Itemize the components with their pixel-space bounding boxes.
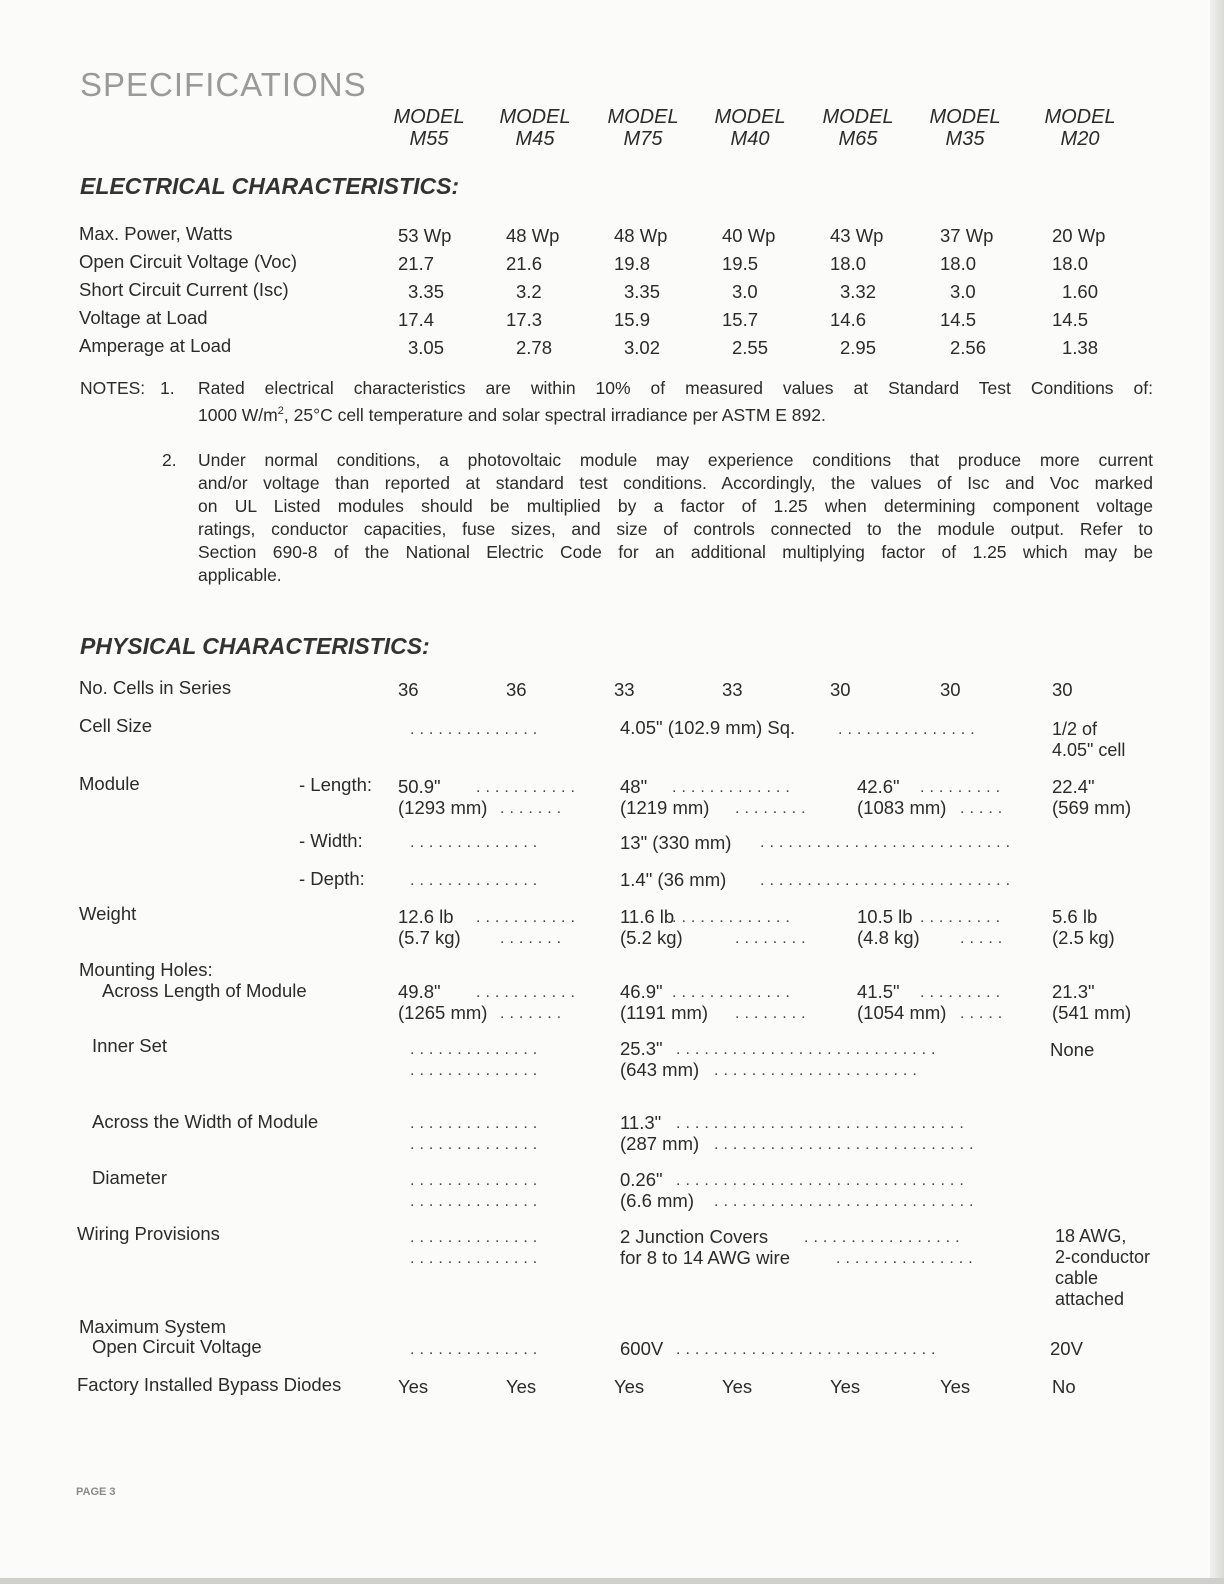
wiring-junction-covers: 2 Junction Covers [620,1226,769,1247]
electrical-value-cell: 37 Wp [940,225,994,246]
leader-dots: .............. [410,1041,543,1058]
leader-dots: ..... [960,800,1008,817]
cells-in-series-label: No. Cells in Series [79,677,232,698]
leader-dots: ......... [920,984,1006,1001]
weight-line1: 10.5 lb [857,906,913,927]
bypass-diodes-label: Factory Installed Bypass Diodes [77,1374,342,1395]
leader-dots: .............. [410,721,543,738]
depth-value: 1.4" (36 mm) [620,869,727,890]
mounting-holes-label: Mounting Holes: [79,959,213,980]
note-1-unit: 1000 W/m [198,404,278,425]
across-length-label: Across Length of Module [102,980,307,1001]
bypass-diodes-value: Yes [398,1376,429,1397]
leader-dots: ................. [804,1229,965,1246]
wiring-m20-line: cable [1055,1268,1099,1288]
leader-dots: ..... [960,1005,1008,1022]
model-word: MODEL [822,106,894,128]
leader-dots: .............. [410,1136,543,1153]
leader-dots: .............. [410,1341,543,1358]
cell-size-label: Cell Size [79,715,152,736]
model-header-m75 [598,106,688,150]
mounting-length-line1: 49.8" [398,981,441,1002]
electrical-value-cell: 18.0 [830,253,867,274]
leader-dots: .............. [410,1229,543,1246]
weight-line1: 5.6 lb [1052,906,1098,927]
note-2-number: 2. [162,450,177,470]
electrical-value-cell: 21.6 [506,253,543,274]
leader-dots: ............................ [676,1341,941,1358]
cells-value-cell: 30 [940,679,961,700]
leader-dots: ............................ [714,1193,979,1210]
electrical-value-cell: 2.55 [732,337,769,358]
cell-size-m20 [1052,719,1125,761]
bypass-diodes-value: No [1052,1376,1076,1397]
electrical-value-cell: 20 Wp [1052,225,1106,246]
wiring-m20-line: attached [1055,1289,1125,1309]
module-length-line2: (1293 mm) [398,797,488,818]
cells-value-cell: 30 [1052,679,1073,700]
electrical-value-cell: 14.6 [830,309,867,330]
electrical-value-cell: 3.02 [624,337,661,358]
max-system-value: 600V [620,1338,664,1359]
leader-dots: ...................... [714,1062,922,1079]
leader-dots: ............. [672,909,795,926]
weight-line1: 11.6 lb [620,906,675,927]
electrical-value-cell: 3.35 [624,281,661,302]
electrical-value-cell: 17.4 [398,309,435,330]
electrical-row-label: Amperage at Load [79,335,232,356]
weight-line2: (4.8 kg) [857,927,920,948]
inner-set-mm: (643 mm) [620,1059,700,1080]
bypass-diodes-value: Yes [506,1376,537,1397]
mounting-length-line2: (1265 mm) [398,1002,488,1023]
leader-dots: ............. [672,984,795,1001]
model-code: M45 [515,128,555,150]
module-length-line2: (1219 mm) [620,797,710,818]
electrical-value-cell: 3.0 [732,281,758,302]
bypass-diodes-value: Yes [940,1376,971,1397]
electrical-value-cell: 43 Wp [830,225,884,246]
module-length-line2: (1083 mm) [857,797,947,818]
cell-size-m20-line1: 1/2 of [1052,719,1098,739]
note-1-number: 1. [160,378,175,398]
page-number: PAGE 3 [76,1486,116,1498]
leader-dots: ..... [960,930,1008,947]
weight-line1: 12.6 lb [398,906,454,927]
diameter-label: Diameter [92,1167,168,1188]
leader-dots: ........... [476,909,580,926]
note-2-line: on UL Listed modules should be multiplied by a factor of 1.25 when determining component voltage [198,496,1153,516]
electrical-value-cell: 3.05 [408,337,445,358]
page-title: SPECIFICATIONS [80,66,367,103]
note-2-line: ratings, conductor capacities, fuse sizes, and size of controls connected to the module output. Refer to [198,519,1153,539]
model-header-m35 [920,106,1010,150]
electrical-value-cell: 48 Wp [506,225,560,246]
across-width-mm: (287 mm) [620,1133,700,1154]
electrical-heading: ELECTRICAL CHARACTERISTICS: [80,173,460,199]
model-header-m65 [813,106,903,150]
electrical-value-cell: 18.0 [1052,253,1089,274]
mounting-length-line1: 21.3" [1052,981,1095,1002]
electrical-value-cell: 1.38 [1062,337,1099,358]
model-header-m40 [705,106,795,150]
electrical-value-cell: 18.0 [940,253,977,274]
leader-dots: .............. [410,872,543,889]
mounting-length-line2: (541 mm) [1052,1002,1132,1023]
leader-dots: ......... [920,909,1006,926]
across-width-label: Across the Width of Module [92,1111,319,1132]
electrical-value-cell: 48 Wp [614,225,668,246]
model-word: MODEL [607,106,679,128]
model-code: M35 [945,128,985,150]
leader-dots: .............. [410,1250,543,1267]
cells-value-cell: 33 [722,679,743,700]
across-width-inches: 11.3" [620,1112,662,1133]
length-label: - Length: [299,774,373,795]
leader-dots: ............................... [676,1172,969,1189]
electrical-value-cell: 1.60 [1062,281,1099,302]
leader-dots: ......... [920,779,1006,796]
leader-dots: ............... [838,721,980,738]
leader-dots: .............. [410,1193,543,1210]
weight-line2: (5.7 kg) [398,927,461,948]
cells-value-cell: 36 [506,679,527,700]
model-code: M75 [623,128,663,150]
module-length-line1: 42.6" [857,776,900,797]
wiring-m20 [1055,1226,1150,1310]
open-circuit-voltage-label: Open Circuit Voltage [92,1336,262,1357]
electrical-value-cell: 14.5 [940,309,977,330]
mounting-length-line1: 41.5" [857,981,900,1002]
cells-value-cell: 36 [398,679,419,700]
leader-dots: .............. [410,1062,543,1079]
electrical-value-cell: 3.32 [840,281,877,302]
wiring-awg: for 8 to 14 AWG wire [620,1247,790,1268]
module-length-line1: 50.9" [398,776,441,797]
bypass-diodes-value: Yes [722,1376,753,1397]
electrical-value-cell: 15.9 [614,309,651,330]
note-2-line: Section 690-8 of the National Electric Code for an additional multiplying factor of 1.25 which may be [198,542,1153,562]
physical-heading: PHYSICAL CHARACTERISTICS: [80,633,430,659]
diameter-mm: (6.6 mm) [620,1190,694,1211]
leader-dots: ........ [735,800,811,817]
electrical-row-label: Open Circuit Voltage (Voc) [79,251,297,272]
leader-dots: ........... [476,779,580,796]
model-word: MODEL [1044,106,1116,128]
diameter-inches: 0.26" [620,1169,663,1190]
bypass-diodes-value: Yes [830,1376,861,1397]
leader-dots: ........................... [760,834,1016,851]
electrical-value-cell: 19.8 [614,253,651,274]
module-length-line1: 48" [620,776,648,797]
model-code: M55 [409,128,449,150]
wiring-label: Wiring Provisions [77,1223,220,1244]
model-word: MODEL [499,106,571,128]
weight-line2: (5.2 kg) [620,927,683,948]
weight-line2: (2.5 kg) [1052,927,1115,948]
leader-dots: ............................ [714,1136,979,1153]
leader-dots: ....... [500,930,567,947]
electrical-value-cell: 2.78 [516,337,553,358]
page-edge-shadow [1210,0,1224,1584]
cells-value-cell: 30 [830,679,851,700]
leader-dots: ........................... [760,872,1016,889]
width-label: - Width: [299,830,363,851]
module-label: Module [79,773,140,794]
max-system-m20: 20V [1050,1338,1083,1359]
leader-dots: ........ [735,1005,811,1022]
note-1-line-1: Rated electrical characteristics are within 10% of measured values at Standard Test Conditions of: [198,378,1153,398]
wiring-m20-line: 18 AWG, [1055,1226,1127,1246]
model-word: MODEL [393,106,465,128]
note-2-line: Under normal conditions, a photovoltaic module may experience conditions that produce more current [198,450,1153,470]
cell-size-m20-line2: 4.05" cell [1052,740,1126,760]
leader-dots: ............................... [676,1115,969,1132]
width-value: 13" (330 mm) [620,832,732,853]
model-code: M20 [1060,128,1100,150]
electrical-row-label: Voltage at Load [79,307,208,328]
leader-dots: .............. [410,1115,543,1132]
electrical-row-label: Short Circuit Current (Isc) [79,279,289,300]
leader-dots: ............. [672,779,795,796]
bypass-diodes-value: Yes [614,1376,645,1397]
model-code: M65 [838,128,878,150]
model-header-m45 [490,106,580,150]
inner-set-inches: 25.3" [620,1038,663,1059]
model-word: MODEL [714,106,786,128]
leader-dots: .............. [410,834,543,851]
leader-dots: ....... [500,800,567,817]
note-2-line: and/or voltage than reported at standard test conditions. Accordingly, the values of Isc and Voc marked [198,473,1153,493]
electrical-value-cell: 3.0 [950,281,976,302]
note-1-superscript: 2 [277,405,284,417]
electrical-value-cell: 17.3 [506,309,543,330]
inner-set-m20: None [1050,1039,1095,1060]
notes-prefix: NOTES: [80,378,146,398]
module-length-line1: 22.4" [1052,776,1095,797]
cells-value-cell: 33 [614,679,635,700]
model-word: MODEL [929,106,1001,128]
module-length-line2: (569 mm) [1052,797,1132,818]
model-code: M40 [730,128,770,150]
electrical-value-cell: 2.95 [840,337,877,358]
leader-dots: ........... [476,984,580,1001]
electrical-value-cell: 2.56 [950,337,987,358]
wiring-m20-line: 2-conductor [1055,1247,1151,1267]
electrical-row-label: Max. Power, Watts [79,223,233,244]
cell-size-value: 4.05" (102.9 mm) Sq. [620,717,796,738]
electrical-value-cell: 15.7 [722,309,759,330]
inner-set-label: Inner Set [92,1035,168,1056]
weight-label: Weight [79,903,137,924]
model-header-m55 [384,106,474,150]
electrical-value-cell: 3.2 [516,281,542,302]
electrical-value-cell: 40 Wp [722,225,776,246]
leader-dots: ........ [735,930,811,947]
mounting-length-line2: (1054 mm) [857,1002,947,1023]
note-2-line: applicable. [198,565,282,585]
leader-dots: ............... [836,1250,978,1267]
depth-label: - Depth: [299,868,365,889]
electrical-value-cell: 3.35 [408,281,445,302]
leader-dots: .............. [410,1172,543,1189]
electrical-value-cell: 53 Wp [398,225,452,246]
electrical-value-cell: 19.5 [722,253,759,274]
note-1-rest: , 25°C cell temperature and solar spectral irradiance per ASTM E 892. [283,404,826,425]
page-bottom-edge [0,1578,1224,1584]
mounting-length-line2: (1191 mm) [620,1002,709,1023]
mounting-length-line1: 46.9" [620,981,663,1002]
max-system-label: Maximum System [79,1316,226,1337]
electrical-value-cell: 21.7 [398,253,435,274]
note-1-line-2 [198,400,826,426]
model-header-m20 [1035,106,1125,150]
electrical-value-cell: 14.5 [1052,309,1089,330]
leader-dots: ....... [500,1005,567,1022]
leader-dots: ............................ [676,1041,941,1058]
